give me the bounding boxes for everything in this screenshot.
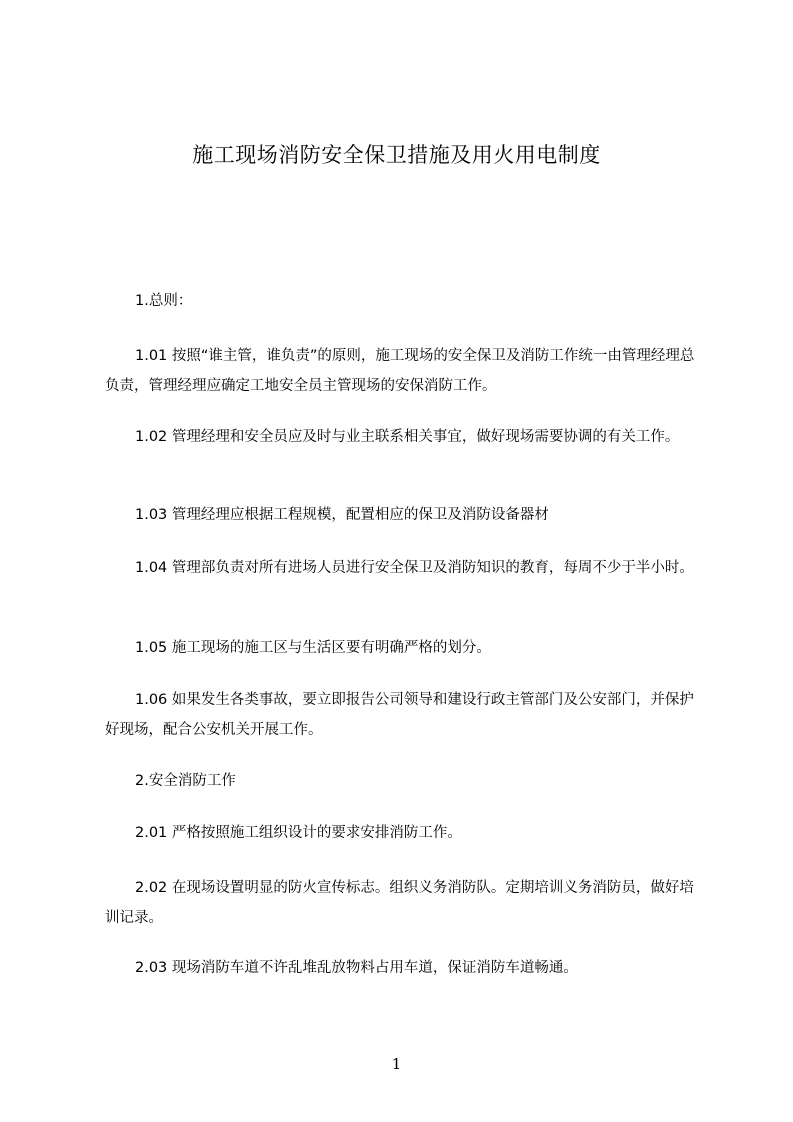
paragraph-1-01: 1.01 按照“谁主管，谁负责”的原则，施工现场的安全保卫及消防工作统一由管理经理总负责，管理经理应确定工地安全员主管现场的安保消防工作。 [105, 348, 695, 394]
paragraph-2-01: 2.01 严格按照施工组织设计的要求安排消防工作。 [135, 825, 462, 841]
paragraph-1-06: 1.06 如果发生各类事故，要立即报告公司领导和建设行政主管部门及公安部门，并保护好现场，配合公安机关开展工作。 [105, 692, 694, 738]
paragraph-1-05: 1.05 施工现场的施工区与生活区要有明确严格的划分。 [135, 640, 491, 656]
section-heading-general: 1.总则： [135, 293, 193, 309]
paragraph-2-02: 2.02 在现场设置明显的防火宣传标志。组织义务消防队。定期培训义务消防员，做好培训记录。 [105, 880, 694, 926]
paragraph-1-03: 1.03 管理经理应根据工程规模，配置相应的保卫及消防设备器材 [135, 507, 549, 523]
paragraph-1-02: 1.02 管理经理和安全员应及时与业主联系相关事宜，做好现场需要协调的有关工作。 [135, 429, 680, 445]
paragraph-2-03: 2.03 现场消防车道不许乱堆乱放物料占用车道，保证消防车道畅通。 [135, 960, 578, 976]
page-number: 1 [391, 1055, 402, 1073]
section-heading-fire-safety: 2.安全消防工作 [135, 773, 236, 789]
paragraph-1-04: 1.04 管理部负责对所有进场人员进行安全保卫及消防知识的教育，每周不少于半小时。 [135, 560, 694, 576]
page-title: 施工现场消防安全保卫措施及用火用电制度 [192, 143, 601, 167]
